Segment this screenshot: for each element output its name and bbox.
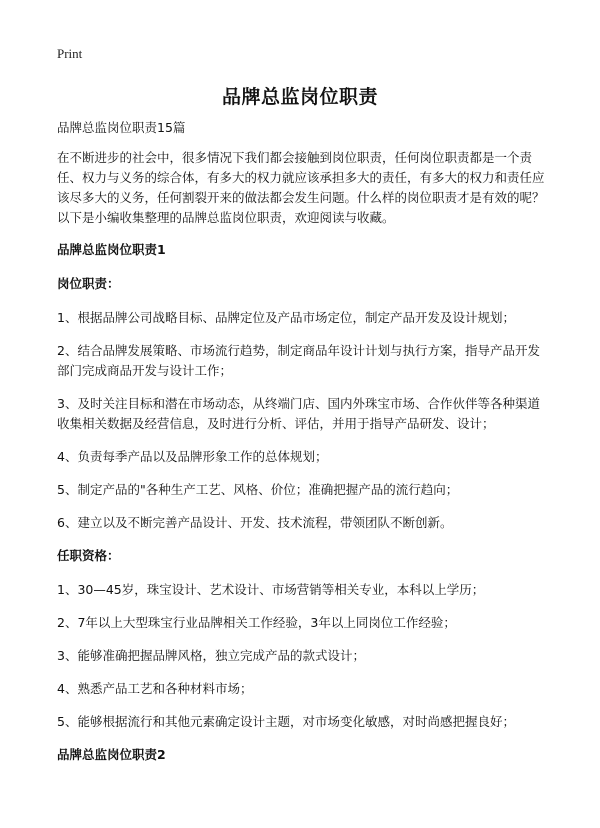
duty-item: 6、建立以及不断完善产品设计、开发、技术流程，带领团队不断创新。: [57, 515, 453, 530]
duty-item: 5、制定产品的"各种生产工艺、风格、价位；准确把握产品的流行趋向；: [57, 482, 459, 497]
document-subtitle: 品牌总监岗位职责15篇: [57, 120, 186, 135]
section-heading-1: 品牌总监岗位职责1: [57, 242, 166, 257]
qualification-item: 2、7年以上大型珠宝行业品牌相关工作经验，3年以上同岗位工作经验；: [57, 615, 456, 630]
qualification-item: 3、能够准确把握品牌风格，独立完成产品的款式设计；: [57, 648, 365, 663]
duty-item: 1、根据品牌公司战略目标、品牌定位及产品市场定位，制定产品开发及设计规划；: [57, 310, 515, 325]
duty-item: 3、及时关注目标和潜在市场动态，从终端门店、国内外珠宝市场、合作伙伴等各种渠道收集相关数据及经营信息，及时进行分析、评估，并用于指导产品研发、设计；: [57, 396, 540, 431]
page-title: 品牌总监岗位职责: [221, 86, 378, 108]
qualification-item: 1、30—45岁，珠宝设计、艺术设计、市场营销等相关专业，本科以上学历；: [57, 582, 485, 597]
duty-item: 2、结合品牌发展策略、市场流行趋势，制定商品年设计计划与执行方案，指导产品开发部门完成商品开发与设计工作；: [57, 343, 540, 378]
qualification-item: 4、熟悉产品工艺和各种材料市场；: [57, 681, 253, 696]
duty-item: 4、负责每季产品以及品牌形象工作的总体规划；: [57, 449, 328, 464]
section-heading-2: 品牌总监岗位职责2: [57, 747, 166, 762]
print-link[interactable]: Print: [57, 46, 83, 61]
document-body: [57, 118, 547, 779]
intro-paragraph: 在不断进步的社会中，很多情况下我们都会接触到岗位职责，任何岗位职责都是一个责任、权力与义务的综合体，有多大的权力就应该承担多大的责任，有多大的权力和责任应该尽多大的义务，任何割裂开来的做法都会发生问题。什么样的岗位职责才是有效的呢？以下是小编收集整理的品牌总监岗位职责，欢迎阅读与收藏。: [57, 150, 545, 225]
duties-heading: 岗位职责：: [57, 276, 120, 291]
qualifications-heading: 任职资格：: [57, 548, 120, 563]
qualification-item: 5、能够根据流行和其他元素确定设计主题，对市场变化敏感，对时尚感把握良好；: [57, 714, 515, 729]
